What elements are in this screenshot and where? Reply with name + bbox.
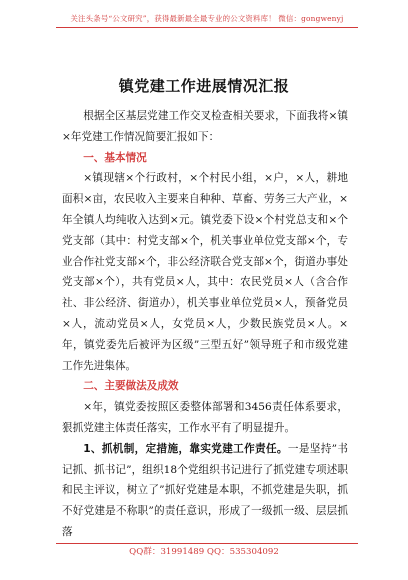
item1-lead: 1、抓机制，定措施，靠实党建工作责任。: [83, 442, 288, 455]
section-heading-main-practices: 二、主要做法及成效: [83, 380, 179, 393]
main-practices-paragraph: ×年，镇党委按照区委整体部署和3456责任体系要求，狠抓党建主体责任落实，工作水平有了明显提升。: [62, 401, 348, 434]
section-heading-basic-info: 一、基本情况: [83, 151, 147, 164]
header-divider: [56, 27, 358, 28]
header-banner: 关注头条号“公文研究”，获得最新最全最专业的公文资料库！ 微信：gongwenyj: [70, 14, 344, 23]
basic-info-paragraph: ×镇现辖×个行政村，×个村民小组，×户，×人，耕地面积×亩，农民收入主要来自种种、草畜、劳务三大产业，×年全镇人均纯收入达到×元。镇党委下设×个村党总支和×个党支部（其中：村党支部×个，机关事业单位党支部×个，专业合作社党支部×个，非公经济联合党支部×个，街道办事处党支部×个），共有党员×人，其中：农民党员×人（含合作社、非公经济、街道办），机关事业单位党员×人，预备党员×人，流动党员×人，女党员×人，少数民族党员×人。×年，镇党委先后被评为区级”三型五好”领导班子和市级党建工作先进集体。: [62, 172, 348, 372]
item1-paragraph: [62, 439, 348, 543]
intro-paragraph: 根据全区基层党建工作交叉检查相关要求，下面我将×镇×年党建工作情况简要汇报如下：: [62, 110, 348, 143]
document-body: [62, 106, 348, 543]
document-title: 镇党建工作进展情况汇报: [118, 77, 290, 95]
item1-text: 一是坚持”书记抓、抓书记”，组织18个党组织书记进行了抓党建专项述职和民主评议，树立了”抓好党建是本职，不抓党建是失职，抓不好党建是不称职”的责任意识，形成了一级抓一级、层层抓落: [62, 442, 349, 538]
footer-contact: QQ群：31991489 QQ：535304092: [129, 547, 279, 557]
footer-divider: [56, 543, 358, 544]
